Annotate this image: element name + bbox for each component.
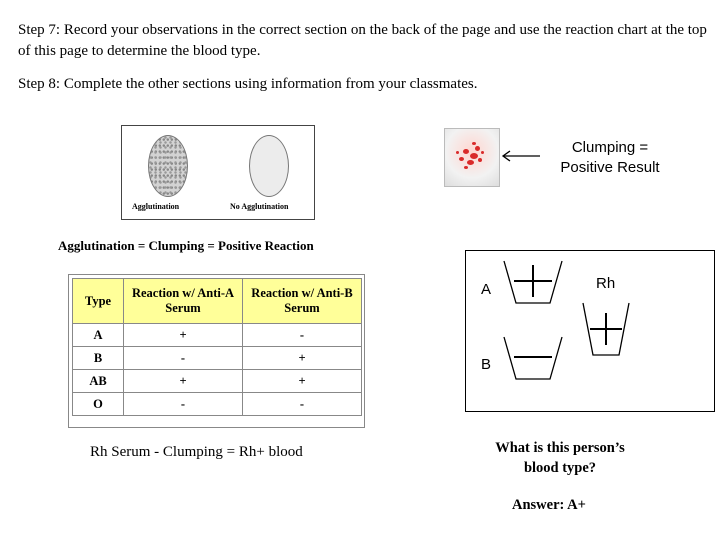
plus-icon: [581, 301, 631, 357]
agglutination-sample-image: [148, 135, 188, 197]
question-line1: What is this person’s: [495, 440, 625, 456]
cell-anti-a: +: [124, 370, 243, 393]
clumping-positive-label: [540, 138, 680, 178]
cell-anti-a: -: [124, 393, 243, 416]
arrow-left-icon: [500, 149, 540, 163]
clumping-label-line1: Clumping =: [571, 139, 649, 156]
blood-type-question: [460, 438, 660, 478]
table-row: [73, 347, 362, 370]
table-row: [73, 370, 362, 393]
header-type: Type: [73, 279, 124, 324]
cell-anti-b: -: [243, 324, 362, 347]
header-anti-b: Reaction w/ Anti-B Serum: [243, 279, 362, 324]
clumping-sample-image: [444, 128, 500, 187]
well-b-label: B: [481, 356, 492, 373]
well-rh-label: Rh: [596, 275, 616, 292]
agglutination-figure: [121, 125, 315, 220]
cell-type: B: [73, 347, 124, 370]
no-agglutination-sample-image: [249, 135, 289, 197]
step-8-instruction: Step 8: Complete the other sections using information from your classmates.: [18, 76, 478, 92]
clumping-label-line2: Positive Result: [560, 159, 660, 176]
agglutination-definition: Agglutination = Clumping = Positive Reaction: [58, 238, 314, 253]
cell-type: O: [73, 393, 124, 416]
table-row: [73, 324, 362, 347]
blood-test-result-panel: [465, 250, 715, 412]
rh-serum-note: Rh Serum - Clumping = Rh+ blood: [90, 444, 303, 460]
step-7-instruction: Step 7: Record your observations in the correct section on the back of the page and use the reaction chart at the top of this page to determine the blood type.: [18, 22, 707, 59]
cell-anti-b: +: [243, 370, 362, 393]
table-row: [73, 393, 362, 416]
plus-icon: [502, 259, 564, 305]
header-anti-a: Reaction w/ Anti-A Serum: [124, 279, 243, 324]
cell-type: AB: [73, 370, 124, 393]
cell-anti-a: -: [124, 347, 243, 370]
reaction-table: [72, 278, 362, 416]
no-agglutination-caption: No Agglutination: [230, 202, 289, 211]
cell-anti-a: +: [124, 324, 243, 347]
question-line2: blood type?: [523, 460, 597, 476]
cell-type: A: [73, 324, 124, 347]
well-a-label: A: [481, 281, 492, 298]
minus-icon: [502, 335, 564, 381]
agglutination-caption: Agglutination: [132, 202, 180, 211]
blood-type-answer: Answer: A+: [512, 497, 586, 513]
cell-anti-b: +: [243, 347, 362, 370]
cell-anti-b: -: [243, 393, 362, 416]
